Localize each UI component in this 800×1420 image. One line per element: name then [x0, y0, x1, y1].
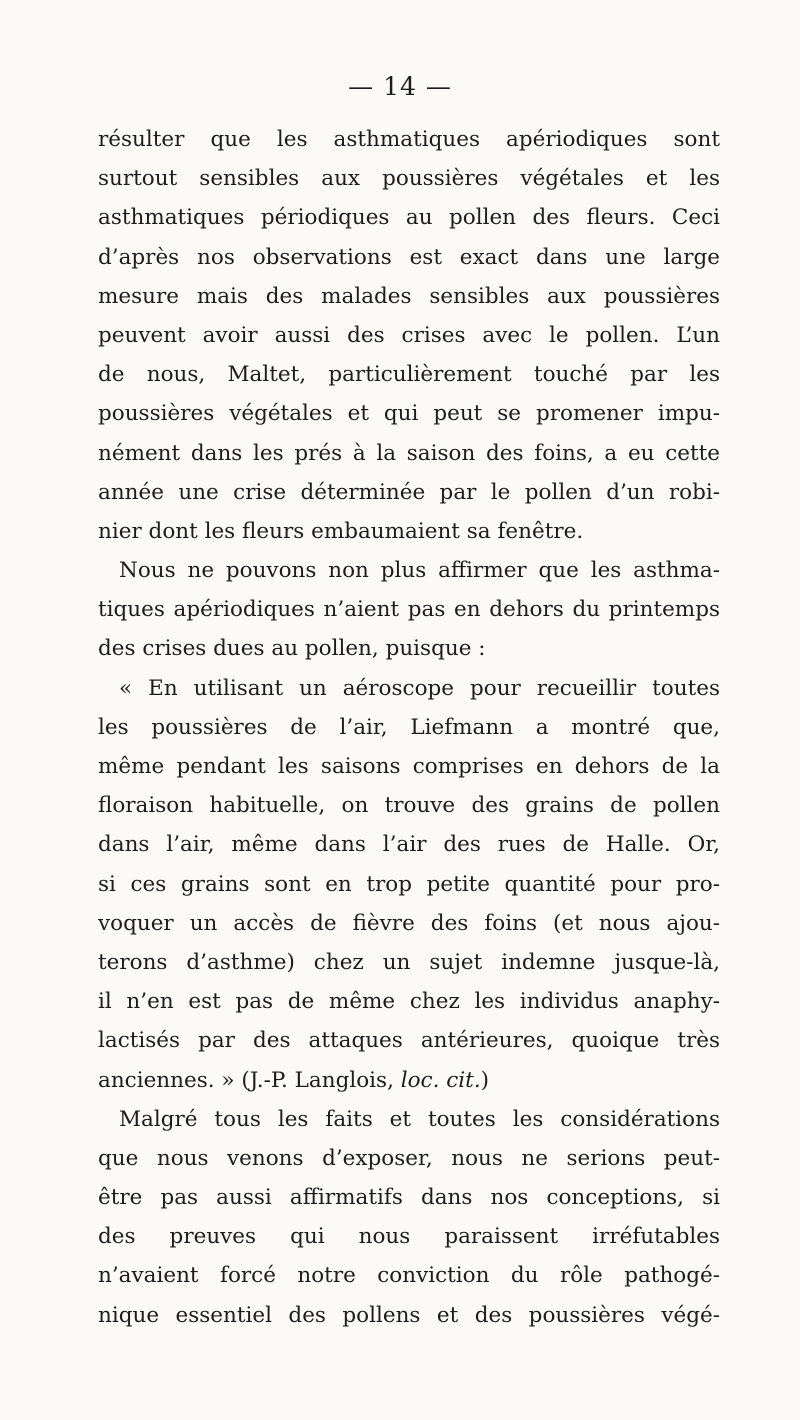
text-line: dans l’air, même dans l’air des rues de Halle. Or, — [98, 832, 720, 858]
text-line: Malgré tous les faits et toutes les considérations — [119, 1106, 720, 1132]
text-line: mesure mais des malades sensibles aux poussières — [98, 283, 720, 309]
text-line: que nous venons d’exposer, nous ne serions peut- — [98, 1145, 720, 1171]
text-line: nier dont les fleurs embaumaient sa fenêtre. — [98, 518, 584, 544]
text-line: être pas aussi affirmatifs dans nos conceptions, si — [98, 1185, 720, 1211]
text-line: si ces grains sont en trop petite quantité pour pro- — [98, 871, 720, 897]
text-line: résulter que les asthmatiques apériodiques sont — [98, 127, 720, 152]
text-line: poussières végétales et qui peut se promener impu- — [98, 401, 720, 427]
text-line: d’après nos observations est exact dans une large — [98, 244, 720, 270]
text-line: les poussières de l’air, Liefmann a montré que, — [98, 714, 720, 740]
text-line: nément dans les prés à la saison des foins, a eu cette — [98, 440, 720, 466]
text-line: n’avaient forcé notre conviction du rôle pathogé- — [98, 1263, 720, 1289]
text-line: des crises dues au pollen, puisque : — [98, 636, 486, 662]
citation-close: ) — [480, 1067, 490, 1093]
text-line: tiques apériodiques n’aient pas en dehors du printemps — [98, 597, 720, 623]
text-line: même pendant les saisons comprises en dehors de la — [98, 754, 720, 779]
text-line: de nous, Maltet, particulièrement touché par les — [98, 362, 720, 388]
page-number: — 14 — — [348, 72, 452, 101]
text-line: « En utilisant un aéroscope pour recueillir toutes — [119, 675, 720, 701]
citation-italic: loc. cit. — [400, 1067, 481, 1093]
body-text — [98, 120, 720, 1335]
text-line: Nous ne pouvons non plus affirmer que les asthma- — [119, 558, 720, 584]
text-line: lactisés par des attaques antérieures, quoique très — [98, 1028, 720, 1054]
text-line: anciennes. » (J.-P. Langlois, — [98, 1067, 401, 1093]
text-line: il n’en est pas de même chez les individus anaphy- — [98, 989, 720, 1015]
text-line: voquer un accès de fièvre des foins (et nous ajou- — [98, 910, 720, 936]
text-line: peuvent avoir aussi des crises avec le pollen. L’un — [98, 322, 720, 348]
text-line: asthmatiques périodiques au pollen des fleurs. Ceci — [98, 205, 720, 231]
text-line: surtout sensibles aux poussières végétales et les — [98, 166, 720, 192]
text-line: nique essentiel des pollens et des poussières végé- — [98, 1302, 720, 1328]
text-line-citation — [98, 1061, 720, 1100]
text-line: année une crise déterminée par le pollen d’un robi- — [98, 479, 720, 505]
text-line: des preuves qui nous paraissent irréfutables — [98, 1224, 720, 1250]
text-line: floraison habituelle, on trouve des grains de pollen — [98, 793, 720, 819]
text-line: terons d’asthme) chez un sujet indemne jusque-là, — [98, 949, 720, 975]
